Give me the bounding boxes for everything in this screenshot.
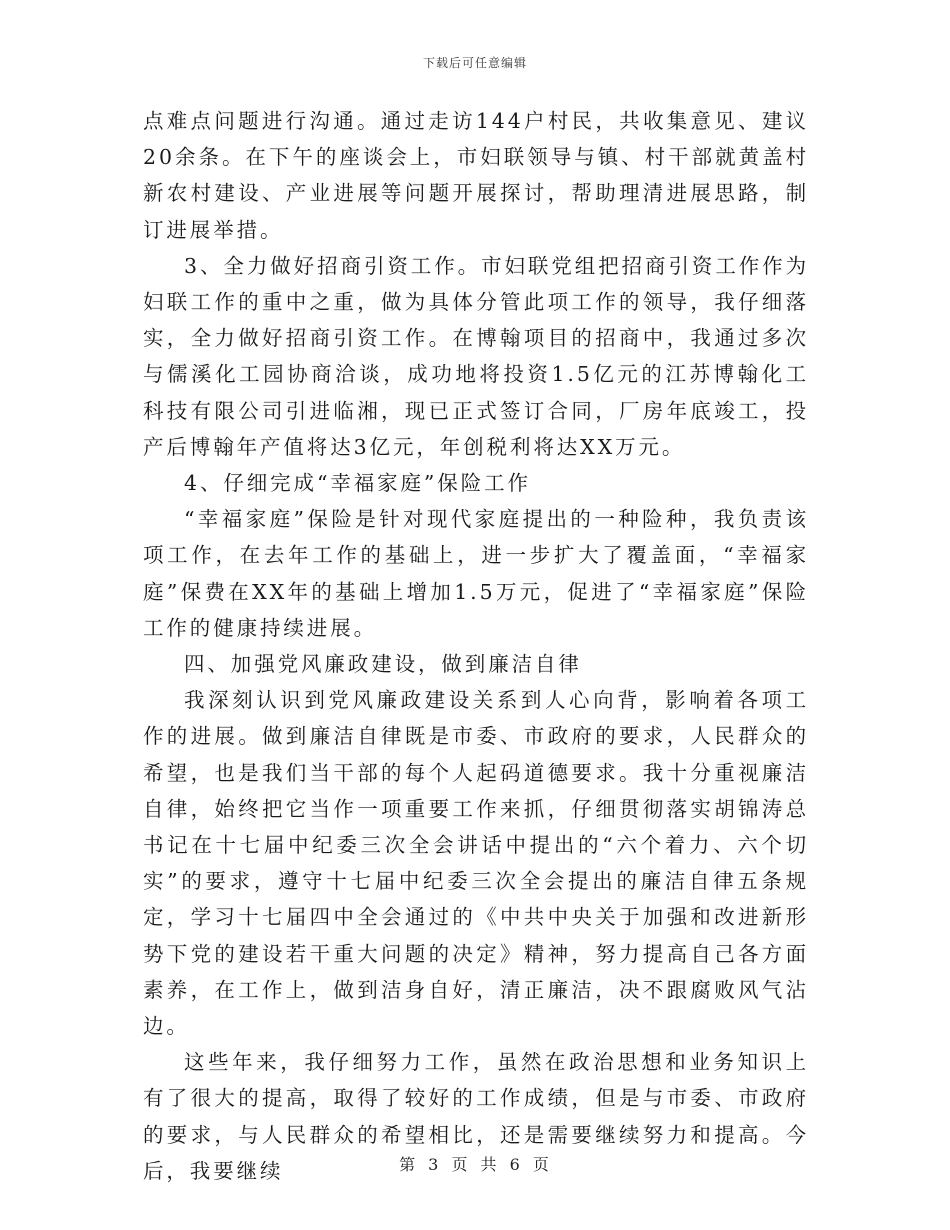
paragraph-3-heading: 4、仔细完成“幸福家庭”保险工作 <box>184 471 531 496</box>
page-number: 第 3 页 共 6 页 <box>399 1155 551 1174</box>
document-body <box>143 103 809 1189</box>
paragraph-4: “幸福家庭”保险是针对现代家庭提出的一种险种，我负责该项工作，在去年工作的基础上，进一步扩大了覆盖面，“幸福家庭”保费在XX年的基础上增加1.5万元，促进了“幸福家庭”保险工作的健康持续进展。 <box>143 507 809 640</box>
paragraph-7: 这些年来，我仔细努力工作，虽然在政治思想和业务知识上有了很大的提高，取得了较好的工作成绩，但是与市委、市政府的要求，与人民群众的希望相比，还是需要继续努力和提高。今后，我要继续 <box>143 1050 809 1183</box>
paragraph-1: 点难点问题进行沟通。通过走访144户村民，共收集意见、建议20余条。在下午的座谈会上，市妇联领导与镇、村干部就黄盖村新农村建设、产业进展等问题开展探讨，帮助理清进展思路，制订进展举措。 <box>143 109 809 242</box>
section-heading: 四、加强党风廉政建设，做到廉洁自律 <box>184 652 582 677</box>
paragraph-6: 我深刻认识到党风廉政建设关系到人心向背，影响着各项工作的进展。做到廉洁自律既是市委、市政府的要求，人民群众的希望，也是我们当干部的每个人起码道德要求。我十分重视廉洁自律，始终把它当作一项重要工作来抓，仔细贯彻落实胡锦涛总书记在十七届中纪委三次全会讲话中提出的“六个着力、六个切实”的要求，遵守十七届中纪委三次全会提出的廉洁自律五条规定，学习十七届四中全会通过的《中共中央关于加强和改进新形势下党的建设若干重大问题的决定》精神，努力提高自己各方面素养，在工作上，做到洁身自好，清正廉洁，决不跟腐败风气沾边。 <box>143 688 809 1039</box>
page-header-note: 下载后可任意编辑 <box>422 56 527 70</box>
paragraph-2: 3、全力做好招商引资工作。市妇联党组把招商引资工作作为妇联工作的重中之重，做为具体分管此项工作的领导，我仔细落实，全力做好招商引资工作。在博翰项目的招商中，我通过多次与儒溪化工园协商洽谈，成功地将投资1.5亿元的江苏博翰化工科技有限公司引进临湘，现已正式签订合同，厂房年底竣工，投产后博翰年产值将达3亿元，年创税利将达XX万元。 <box>143 253 809 459</box>
